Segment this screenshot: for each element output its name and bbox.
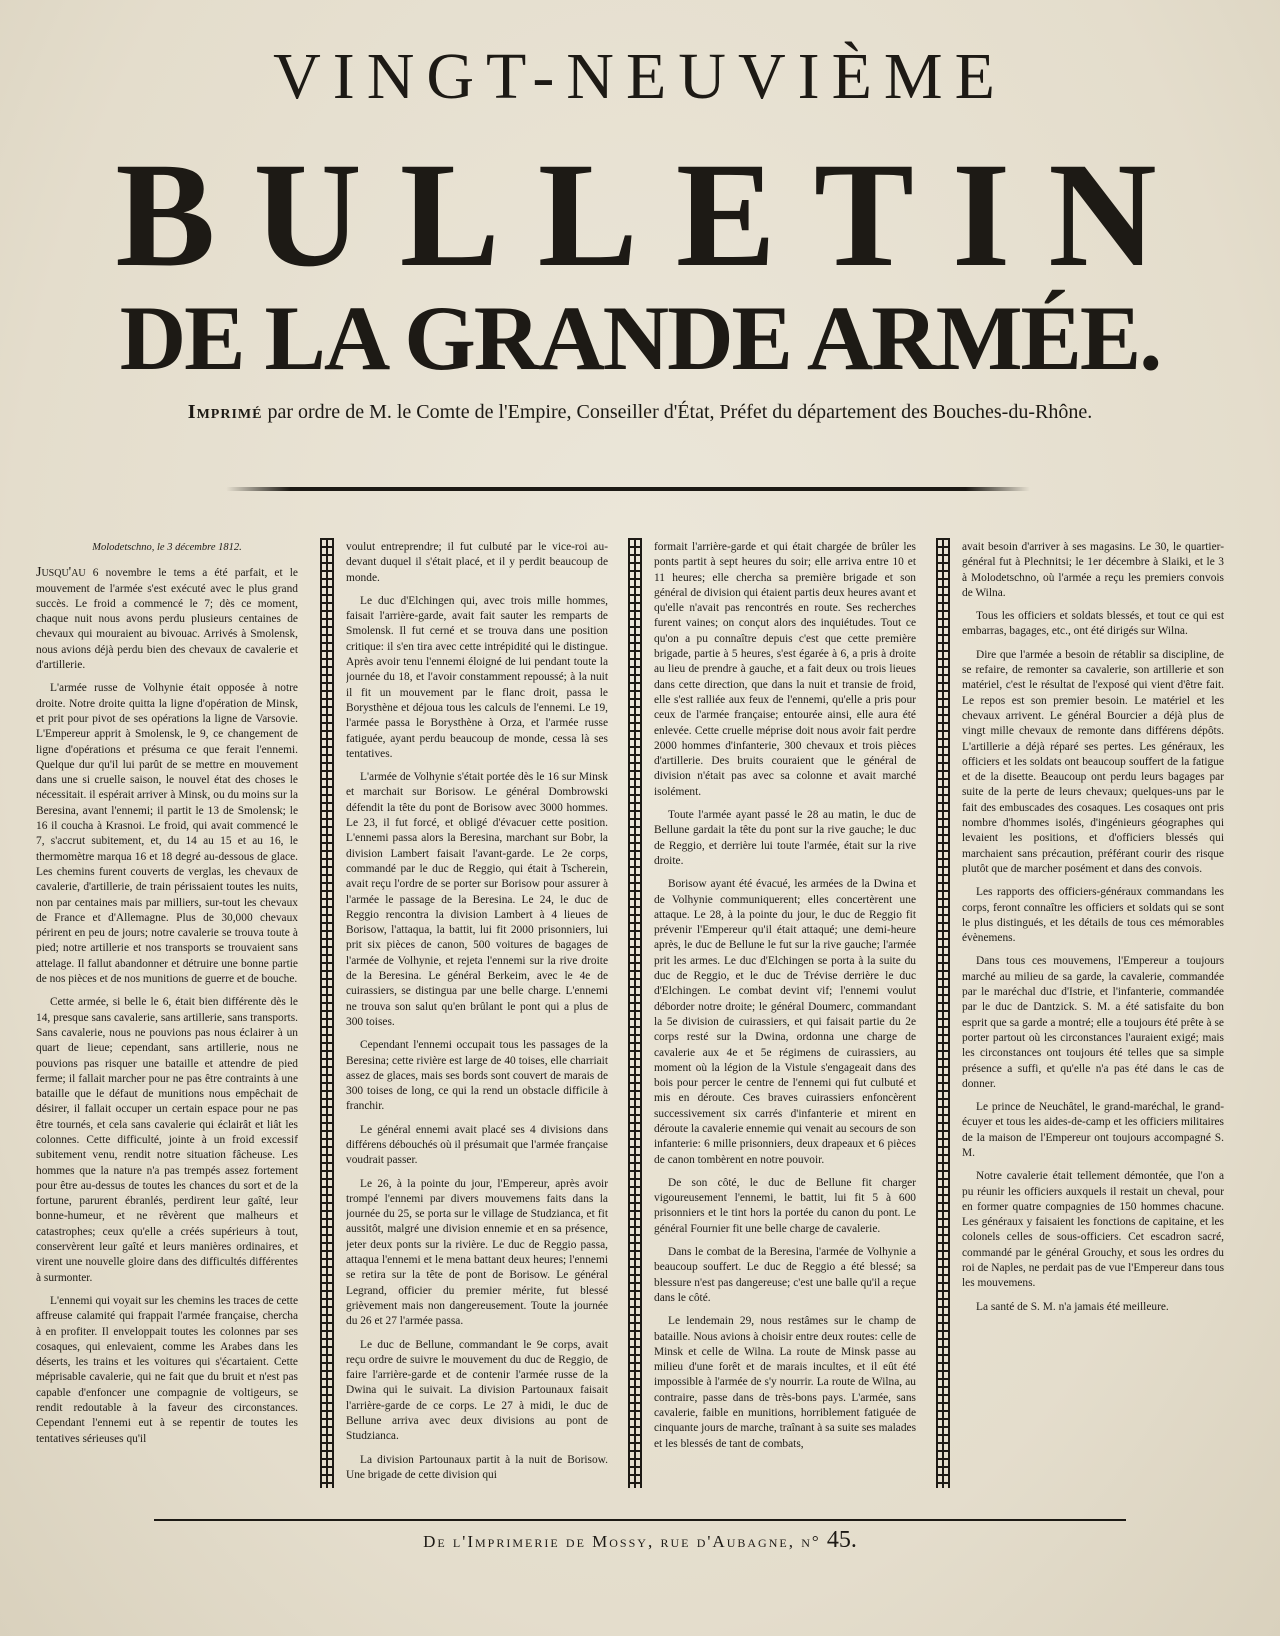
- paragraph: Cependant l'ennemi occupait tous les passages de la Beresina; cette rivière est large de 40 toises, elle charriait assez de glaces, mais ses bords sont couvert de marais de 300 toises de long, ce qui la rend un obstacle difficile à franchir.: [346, 1039, 608, 1113]
- paragraph: Le 26, à la pointe du jour, l'Empereur, après avoir trompé l'ennemi par divers mouvemens faits dans la journée du 25, se porta sur le village de Studzianca, et fit aussitôt, malgré une division ennemie et en sa présence, jeter deux ponts sur la rivière. Le duc de Reggio passa, attaqua l'ennemi et le mena battant deux heures; l'ennemi se retira sur la tête de pont de Borisow. Le général Legrand, officier du premier mérite, fut blessé grièvement mais non dangereusement. Toute la journée du 26 et 27 l'armée passa.: [346, 1177, 608, 1328]
- paragraph: voulut entreprendre; il fut culbuté par le vice-roi au-devant duquel il s'était placé, et il y perdit beaucoup de monde.: [346, 541, 608, 584]
- dateline: Molodetschno, le 3 décembre 1812.: [92, 542, 242, 553]
- paragraph: L'armée russe de Volhynie était opposée à notre droite. Notre droite quitta la ligne d'opération de Minsk, et prit pour pivot de ses opérations la ligne de Varsovie. L'Empereur apprit à Smolensk, le 9, ce changement de ligne d'opérations et présuma ce que ferait l'ennemi. Quelque dur qu'il lui parût de se mettre en mouvement dans une si cruelle saison, le nouvel état des choses le nécessitait. il espérait arriver à Minsk, ou du moins sur la Beresina, avant l'ennemi; il partit le 13 de Smolensk; le 16 il coucha à Krasnoi. Le froid, qui avait commencé le 7, s'accrut subitement, et, du 14 au 15 et au 16, le thermomètre marqua 16 et 18 degré au-dessous de glace. Les chemins furent couverts de verglas, les chevaux de cavalerie, d'artillerie, de train périssaient toutes les nuits, non par centaines mais par milliers, sur-tout les chevaux de France et d'Allemagne. Plus de 30,000 chevaux périrent en peu de jours; notre cavalerie se trouva toute à pied; notre artillerie et nos transports se trouvaient sans attelage. Il fallut abandonner et détruire une bonne partie de nos pièces et de nos munitions de guerre et de bouche.: [36, 682, 298, 986]
- title-line-1: VINGT-NEUVIÈME: [273, 40, 1007, 113]
- column-4: [962, 540, 1224, 1495]
- opening-word: Jusqu'au: [36, 565, 86, 581]
- text-columns: [36, 540, 1244, 1495]
- footer-rule: [154, 1519, 1126, 1521]
- paragraph: Les rapports des officiers-généraux commandans les corps, feront connaître les officiers et soldats qui se sont le plus distingués, et les détails de tous ces mémorables évènemens.: [962, 886, 1224, 945]
- subtitle-text: par ordre de M. le Comte de l'Empire, Conseiller d'État, Préfet du département des Bouches-du-Rhône.: [267, 401, 1093, 423]
- imprint-text: De l'Imprimerie de Mossy, rue d'Aubagne, n°: [423, 1532, 821, 1551]
- paragraph: Le prince de Neuchâtel, le grand-maréchal, le grand-écuyer et tous les aides-de-camp et les officiers militaires de la maison de l'Empereur ont toujours accompagné S. M.: [962, 1101, 1224, 1159]
- paragraph: Dire que l'armée a besoin de rétablir sa discipline, de se refaire, de remonter sa cavalerie, son artillerie et son matériel, c'est le résultat de l'exposé qui vient d'être fait. Le repos est son premier besoin. Le matériel et les chevaux arrivent. Le général Bourcier a déjà plus de vingt mille chevaux de remonte dans différens dépôts. L'artillerie a déjà réparé ses pertes. Les généraux, les officiers et les soldats ont beaucoup souffert de la fatigue et de la disette. Beaucoup ont perdu leurs bagages par suite de la perte de leurs chevaux; quelques-uns par le fait des embuscades des cosaques. Les cosaques ont pris nombre d'hommes isolés, d'ingénieurs géographes qui levaient les positions, et d'officiers blessés qui marchaient sans précaution, préférant courir des risque plutôt que de marcher posément et dans des convois.: [962, 648, 1224, 875]
- column-divider: [936, 538, 950, 1488]
- paragraph: L'armée de Volhynie s'était portée dès le 16 sur Minsk et marchait sur Borisow. Le général Dombrowski défendit la tête du pont de Borisow avec 3000 hommes. Le 23, il fut forcé, et obligé d'évacuer cette position. L'ennemi passa alors la Beresina, marchant sur Bobr, la division Lambert faisait l'avant-garde. Le 2e corps, commandé par le duc de Reggio, qui était à Tscherein, avait reçu l'ordre de se porter sur Borisow pour assurer à l'armée le passage de la Beresina. Le 24, le duc de Reggio rencontra la division Lambert à 4 lieues de Borisow, l'attaqua, la battit, lui fit 2000 prisonniers, lui prit six pièces de canon, 500 voitures de bagages de l'armée de Volhynie, et rejeta l'ennemi sur la rive droite de la Beresina. Le général Berkeim, avec le 4e de cuirassiers, se distingua par une belle charge. L'ennemi ne trouva son salut qu'en brûlant le pont qui a plus de 300 toises.: [346, 771, 608, 1028]
- title-line-2: BULLETIN: [115, 132, 1195, 298]
- paragraph: [36, 565, 298, 673]
- paragraph: Dans le combat de la Beresina, l'armée de Volhynie a beaucoup souffert. Le duc de Reggio a été blessé; sa blessure n'est pas dangereuse; c'est une balle qu'il a reçue dans le côté.: [654, 1246, 916, 1304]
- column-1: [36, 540, 298, 1495]
- paragraph: avait besoin d'arriver à ses magasins. Le 30, le quartier-général fut à Plechnitsi; le 1er décembre à Slaiki, et le 3 à Molodetschno, où l'armée a reçu les premiers convois de Wilna.: [962, 541, 1224, 599]
- paragraph: Le lendemain 29, nous restâmes sur le champ de bataille. Nous avions à choisir entre deux routes: celle de Minsk et celle de Wilna. La route de Minsk passe au milieu d'une forêt et de marais incultes, et il eût été impossible à l'armée de s'y nourrir. La route de Wilna, au contraire, passe dans de très-bons pays. L'armée, sans cavalerie, faible en munitions, horriblement fatiguée de cinquante jours de marche, traînant à sa suite ses malades et les blessés de tant de combats,: [654, 1315, 916, 1450]
- paragraph: L'ennemi qui voyait sur les chemins les traces de cette affreuse calamité qui frappait l'armée française, chercha à en profiter. Il enveloppait toutes les colonnes par ses cosaques, qui enlevaient, comme les Arabes dans les déserts, les trains et les voitures qui s'écartaient. Cette méprisable cavalerie, qui ne fait que du bruit et n'est pas capable d'enfoncer une compagnie de voltigeurs, se rendit redoutable à la faveur des circonstances. Cependant l'ennemi eut à se repentir de toutes les tentatives sérieuses qu'il: [36, 1294, 298, 1445]
- title-line-3: DE LA GRANDE ARMÉE.: [119, 287, 1161, 389]
- printer-imprint: [0, 1527, 1280, 1554]
- imprint-subtitle: [0, 400, 1280, 424]
- paragraph-text: 6 novembre le tems a été parfait, et le mouvement de l'armée s'est exécuté avec le plus grand succès. Le froid a commencé le 7; dès ce moment, chaque nuit nous avons perdu plusieurs centaines de chevaux qui mouraient au bivouac. Arrivés à Smolensk, nous avions déjà perdu bien des chevaux de cavalerie et d'artillerie.: [36, 567, 298, 672]
- subtitle-lead: Imprimé: [187, 401, 263, 423]
- paragraph: Borisow ayant été évacué, les armées de la Dwina et de Volhynie communiquerent; elles concertèrent une attaque. Le 28, à la pointe du jour, le duc de Reggio fit prévenir l'Empereur qu'il était attaqué; une demi-heure après, le duc de Bellune le fut sur la rive gauche; l'armée prit les armes. Le duc d'Elchingen se porta à la suite du duc de Reggio, et le duc de Trévise derrière le duc d'Elchingen. Le combat devint vif; l'ennemi voulut déborder notre droite; le général Doumerc, commandant la 5e division de cuirassiers, et qui faisait partie du 2e corps resté sur la Dwina, ordonna une charge de cavalerie aux 4e et 5e régimens de cuirassiers, au moment où la légion de la Vistule s'engageait dans des bois pour percer le centre de l'ennemi qui fut culbuté et mis en déroute. Ces braves cuirassiers enfoncèrent successivement six carrés d'infanterie et mirent en déroute la cavalerie ennemie qui venait au secours de son infanterie: 6 mille prisonniers, deux drapeaux et 6 pièces de canon tombèrent en notre pouvoir.: [654, 878, 916, 1166]
- column-divider: [628, 538, 642, 1488]
- paragraph: La division Partounaux partit à la nuit de Borisow. Une brigade de cette division qui: [346, 1453, 608, 1481]
- header-rule: [226, 487, 1030, 491]
- paragraph: Le duc de Bellune, commandant le 9e corps, avait reçu ordre de suivre le mouvement du duc de Reggio, de faire l'arrière-garde et de contenir l'armée russe de la Dwina qui le suivait. La division Partounaux faisait l'arrière-garde de ce corps. Le 27 à midi, le duc de Bellune arriva avec deux divisions au pont de Studzianca.: [346, 1338, 608, 1443]
- paragraph: De son côté, le duc de Bellune fit charger vigoureusement l'ennemi, le battit, lui fit 5 à 600 prisonniers et le tint hors la portée du canon du pont. Le général Fournier fit une belle charge de cavalerie.: [654, 1176, 916, 1235]
- paragraph: La santé de S. M. n'a jamais été meilleure.: [976, 1300, 1169, 1313]
- imprint-number: 45.: [826, 1527, 857, 1553]
- paragraph: Le duc d'Elchingen qui, avec trois mille hommes, faisait l'arrière-garde, avait fait sauter les remparts de Smolensk. Il fut cerné et se trouva dans une position critique: il s'en tira avec cette intrépidité qui le distingue. Après avoir tenu l'ennemi éloigné de lui pendant toute la journée du 18, et l'avoir constamment repoussé; à la nuit il fit un mouvement par le flanc droit, passa le Borysthène et déjoua tous les calculs de l'ennemi. Le 19, l'armée passa le Borysthène à Orza, et l'armée russe fatiguée, ayant perdu beaucoup de monde, cessa là ses tentatives.: [346, 594, 608, 760]
- paragraph: Tous les officiers et soldats blessés, et tout ce qui est embarras, bagages, etc., ont été dirigés sur Wilna.: [962, 610, 1224, 638]
- paragraph: Dans tous ces mouvemens, l'Empereur a toujours marché au milieu de sa garde, la cavalerie, commandée par le maréchal duc d'Istrie, et l'infanterie, commandée par le duc de Dantzick. S. M. a été satisfaite du bon esprit que sa garde a montré; elle a toujours été prête à se porter partout où les circonstances l'auraient exigé; mais les circonstances ont toujours été telles que sa simple présence a suffi, et qu'elle n'a pas été dans le cas de donner.: [962, 955, 1224, 1090]
- paragraph: Le général ennemi avait placé ses 4 divisions dans différens débouchés où il présumait que l'armée française voudrait passer.: [346, 1123, 608, 1167]
- column-2: [346, 540, 608, 1495]
- paragraph: Notre cavalerie était tellement démontée, que l'on a pu réunir les officiers auxquels il restait un cheval, pour en former quatre compagnies de 150 hommes chacune. Les généraux y faisaient les fonctions de capitaine, et les colonels celles de sous-officiers. Cet escadron sacré, commandé par le général Grouchy, et sous les ordres du roi de Naples, ne perdait pas de vue l'Empereur dans tous les mouvemens.: [962, 1170, 1224, 1290]
- paragraph: Toute l'armée ayant passé le 28 au matin, le duc de Bellune gardait la tête du pont sur la rive gauche; le duc de Reggio, et derrière lui toute l'armée, était sur la rive droite.: [654, 809, 916, 867]
- column-divider: [320, 538, 334, 1488]
- paragraph: Cette armée, si belle le 6, était bien différente dès le 14, presque sans cavalerie, sans artillerie, sans transports. Sans cavalerie, nous ne pouvions pas nous éclairer à un quart de lieue; cependant, sans artillerie, nous ne pouvions pas risquer une bataille et attendre de pied ferme; il fallait marcher pour ne pas être contraints à une bataille que le défaut de munitions nous empêchait de désirer, il fallait occuper un certain espace pour ne pas être tournés, et cela sans cavalerie qui éclairât et liât les colonnes. Cette difficulté, jointe à un froid excessif subitement venu, rendit notre situation fâcheuse. Les hommes que la nature n'a pas trempés assez fortement pour être au-dessus de toutes les chances du sort et de la fortune, parurent ébranlés, perdirent leur gaîté, leur bonne-humeur, et ne rêvèrent que malheurs et catastrophes; ceux qu'elle a créés supérieurs à tout, conservèrent leur gaîté et leurs manières ordinaires, et virent une nouvelle gloire dans des difficultés différentes à surmonter.: [36, 996, 298, 1284]
- paragraph: formait l'arrière-garde et qui était chargée de brûler les ponts partit à sept heures du soir; elle arriva entre 10 et 11 heures; elle chercha sa première brigade et son général de division qui étaient partis deux heures avant et qu'elle n'avait pas rencontrés en route. Ses recherches furent vaines; on conçut alors des inquiétudes. Tout ce qu'on a pu connaître depuis c'est que cette première brigade, partie à 5 heures, s'est égarée à 6, a pris à droite au lieu de prendre à gauche, et a fait deux ou trois lieues dans cette direction, que dans la nuit et transie de froid, elle s'est ralliée aux feux de l'ennemi, qu'elle a pris pour ceux de l'armée française; entourée ainsi, elle aura été enlevée. Cette cruelle méprise doit nous avoir fait perdre 2000 hommes d'infanterie, 300 chevaux et trois pièces d'artillerie. Des bruits couraient que le général de division n'était pas avec sa colonne et avait marché isolément.: [654, 541, 916, 798]
- column-3: [654, 540, 916, 1495]
